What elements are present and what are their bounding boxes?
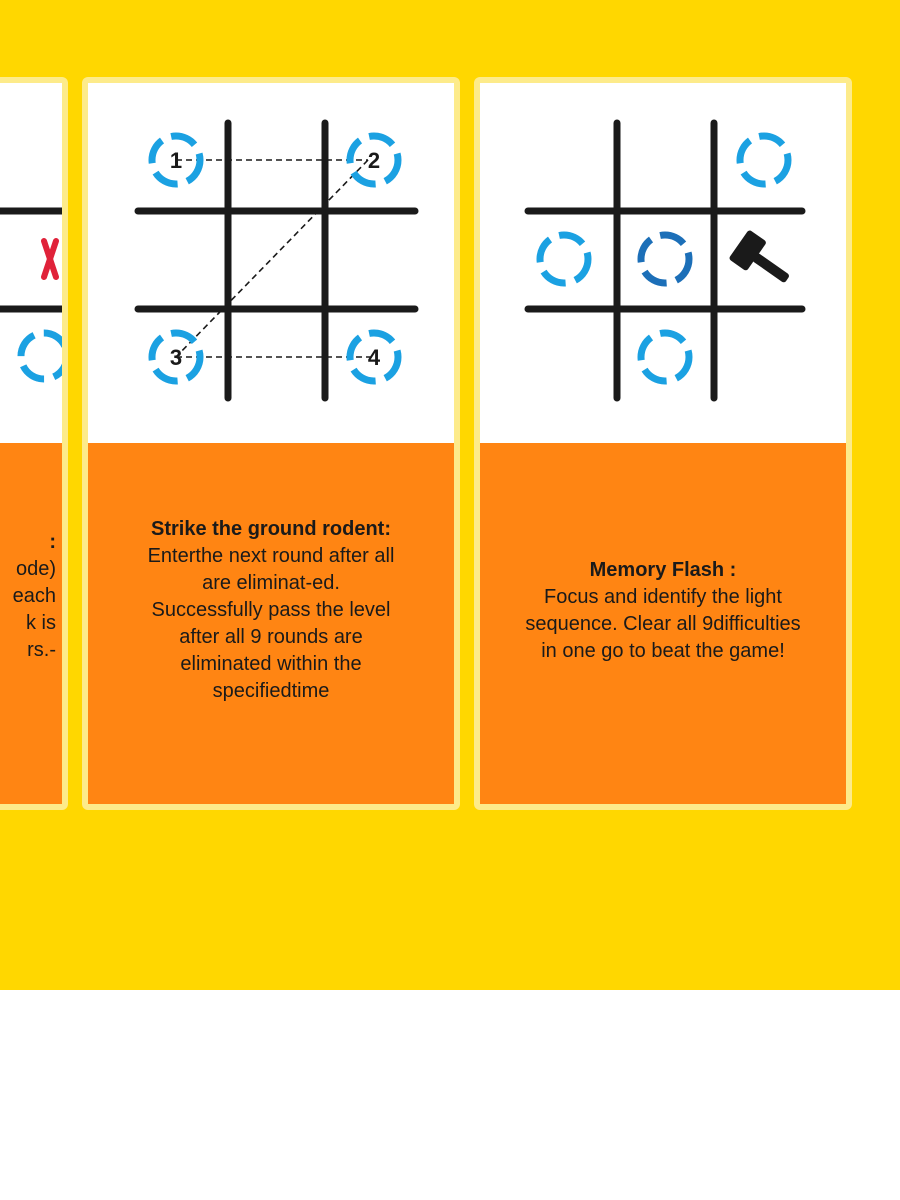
cross-mark-icon	[44, 241, 56, 277]
card-description	[480, 443, 846, 804]
card-body-line: eliminated within the	[180, 653, 362, 675]
card-title: Strike the ground rodent:	[151, 518, 391, 540]
card-illustration	[480, 83, 846, 443]
card-body-line: k is	[26, 612, 56, 634]
card-text	[480, 557, 846, 665]
card-body-line: in one go to beat the game!	[541, 640, 785, 662]
ring-icon	[21, 333, 62, 379]
card-illustration	[0, 83, 62, 443]
ring-number: 4	[367, 345, 381, 370]
card-text	[0, 529, 56, 664]
grid-illustration	[0, 83, 62, 443]
card-body-line: after all 9 rounds are	[179, 626, 363, 648]
ring-icon	[540, 235, 588, 283]
card-title: :	[49, 531, 56, 553]
card-illustration	[88, 83, 454, 443]
game-mode-card-partial	[0, 77, 68, 810]
card-body-line: are eliminat-ed.	[202, 572, 340, 594]
grid-illustration	[480, 83, 846, 443]
card-body-line: specifiedtime	[212, 680, 330, 702]
card-text	[88, 516, 454, 705]
card-body-line: Focus and identify the light	[544, 586, 782, 608]
card-body-line: ode)	[15, 558, 56, 580]
card-title: Memory Flash :	[589, 559, 737, 581]
card-body-line: Enterthe next round after all	[147, 545, 395, 567]
game-mode-card-strike-rodent	[82, 77, 460, 810]
hammer-icon	[728, 229, 798, 293]
ring-icon	[740, 136, 788, 184]
ring-number: 3	[169, 345, 183, 370]
ring-number: 1	[169, 148, 183, 173]
sequence-path	[176, 160, 374, 357]
card-body-line: each	[12, 585, 56, 607]
card-description	[0, 443, 62, 804]
grid-illustration	[88, 83, 454, 443]
card-body-line: sequence. Clear all 9difficulties	[525, 613, 801, 635]
ring-icon	[641, 235, 689, 283]
card-description	[88, 443, 454, 804]
ring-number: 2	[367, 148, 381, 173]
game-mode-card-memory-flash	[474, 77, 852, 810]
card-body-line: Successfully pass the level	[151, 599, 391, 621]
card-body-line: rs.-	[27, 639, 56, 661]
ring-icon	[641, 333, 689, 381]
